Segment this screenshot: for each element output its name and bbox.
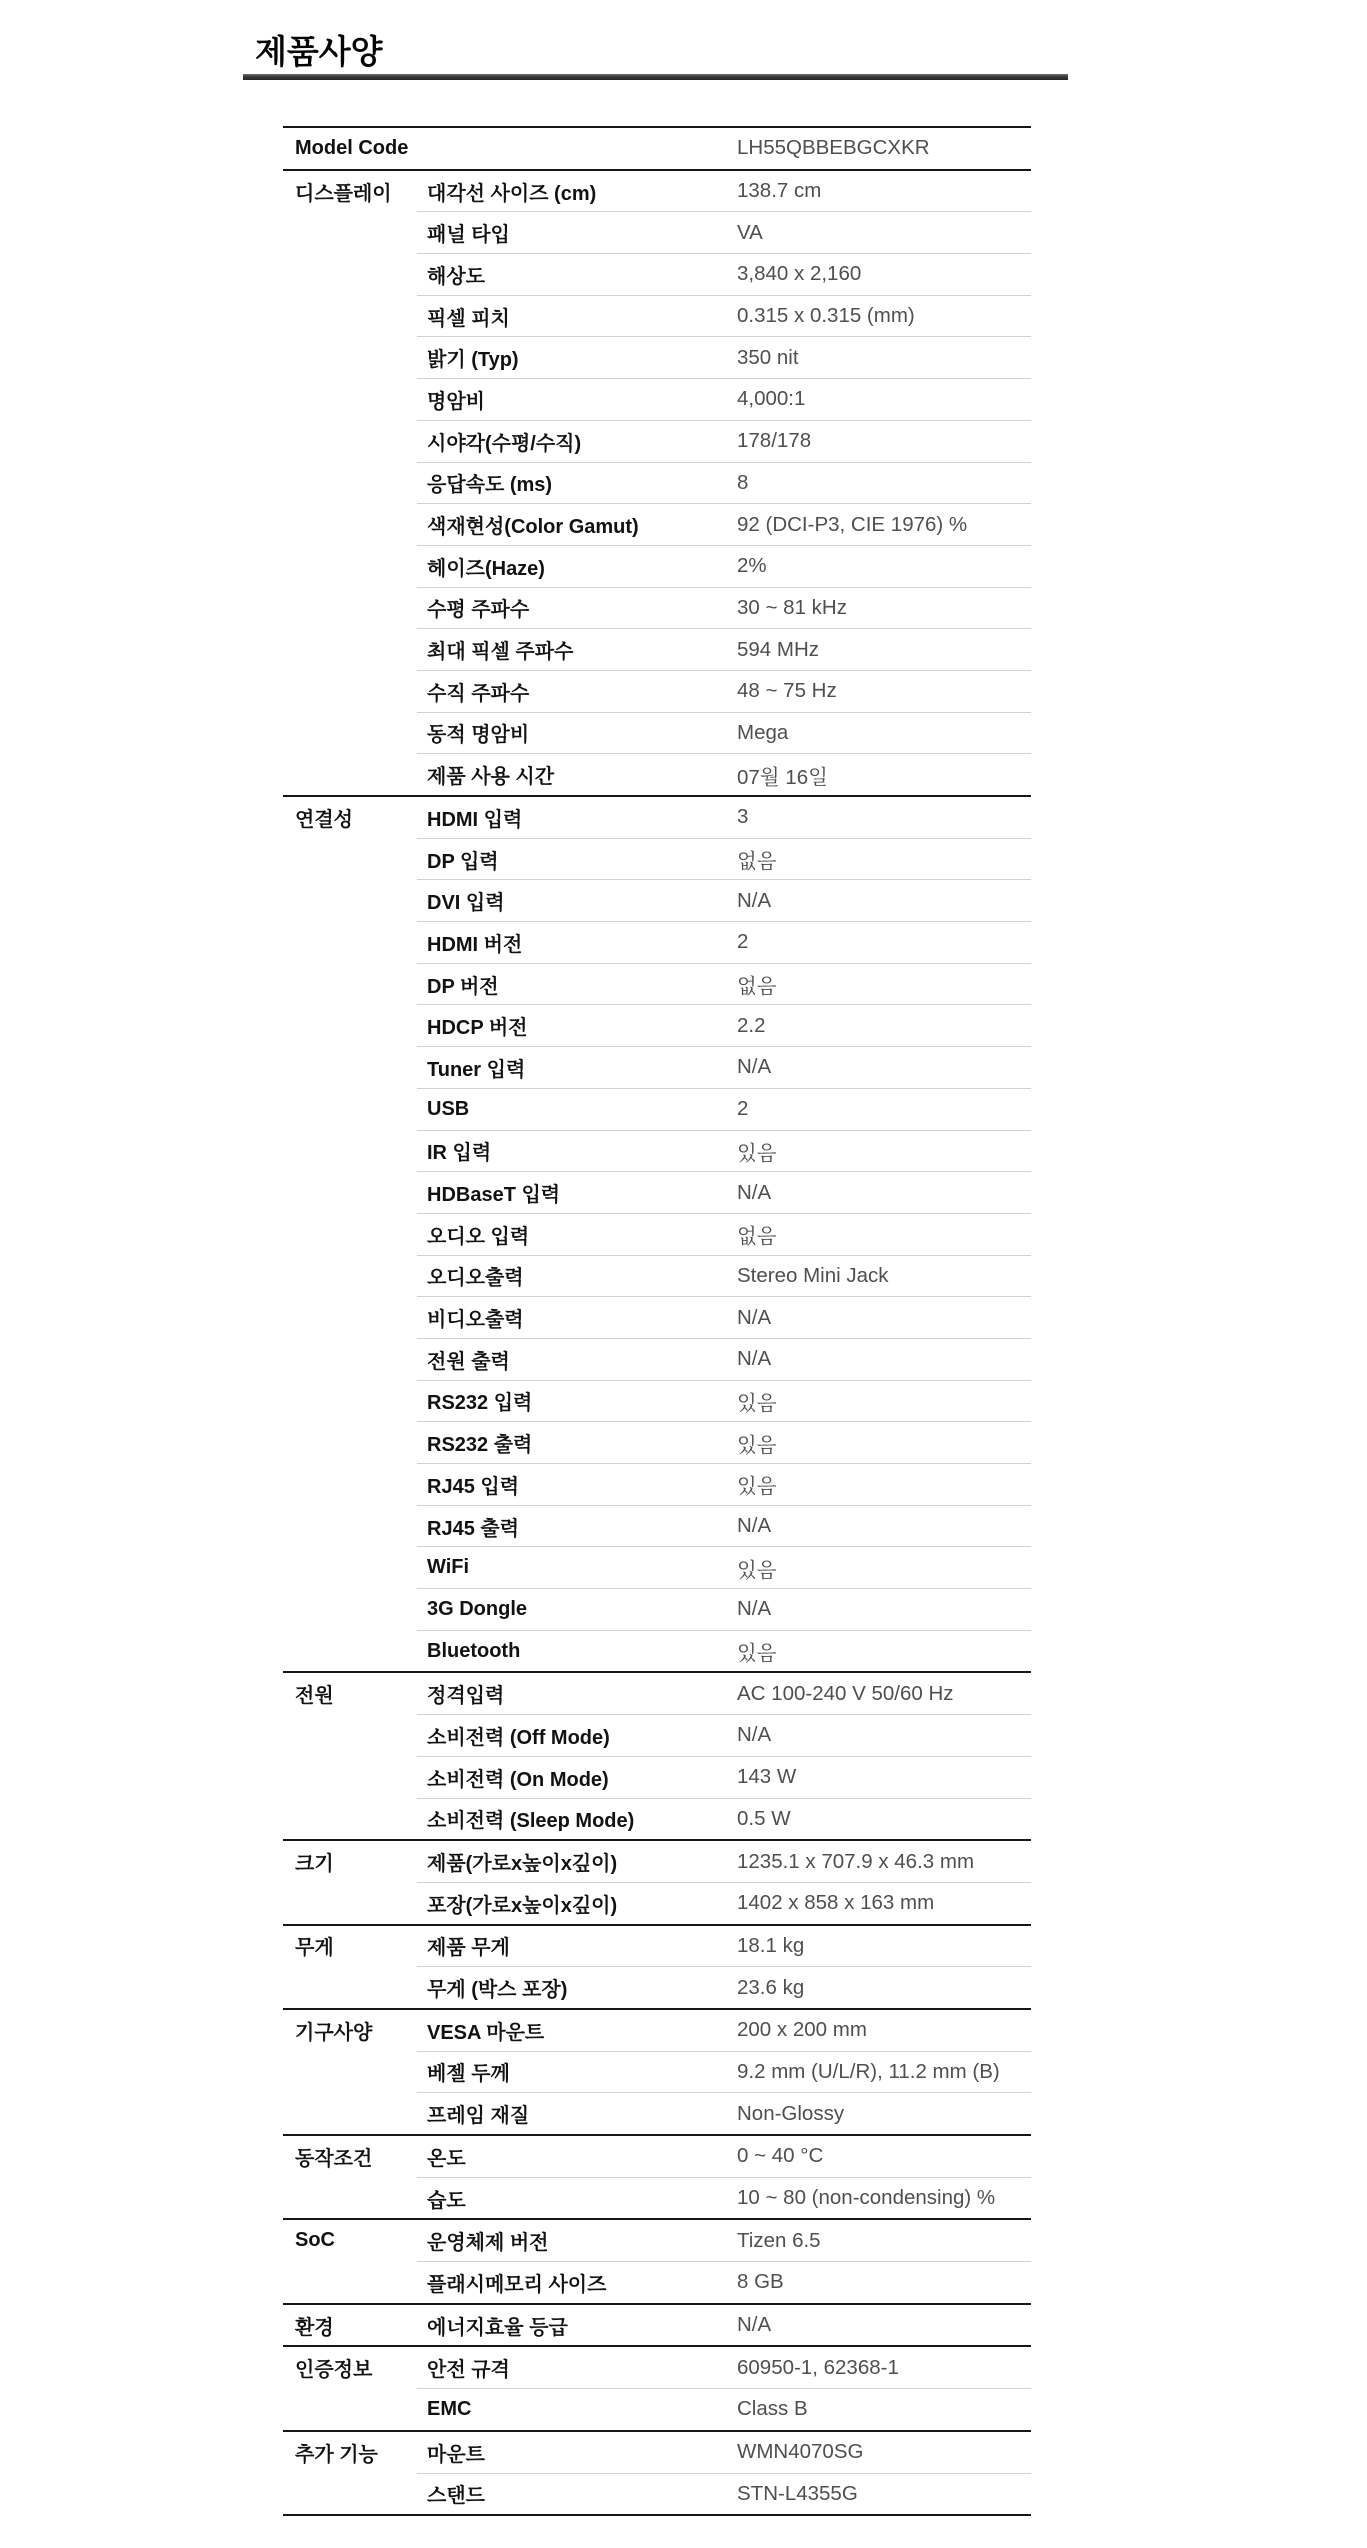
spec-row <box>417 1882 1031 1924</box>
spec-value: 0 ~ 40 °C <box>737 2144 824 2168</box>
spec-label: 오디오 입력 <box>427 1225 530 1248</box>
spec-row <box>417 712 1031 754</box>
section-category: 인증정보 <box>295 2359 373 2382</box>
spec-label: HDMI 버전 <box>427 933 523 956</box>
spec-row <box>417 2473 1031 2515</box>
spec-label: 안전 규격 <box>427 2359 510 2382</box>
spec-row <box>417 1338 1031 1380</box>
spec-value: 2.2 <box>737 1013 766 1037</box>
spec-row <box>417 797 1031 838</box>
section-category: 동작조건 <box>295 2147 373 2170</box>
spec-label: 마운트 <box>427 2443 485 2466</box>
spec-row <box>417 2136 1031 2177</box>
spec-value: 있음 <box>737 1558 777 1582</box>
spec-table <box>283 126 1031 2516</box>
spec-value: 200 x 200 mm <box>737 2018 867 2042</box>
spec-value: N/A <box>737 1723 772 1747</box>
section-category: 디스플레이 <box>295 182 392 205</box>
spec-section <box>283 1839 1031 1923</box>
spec-label: DP 버전 <box>427 975 499 998</box>
section-category: 추가 기능 <box>295 2443 378 2466</box>
spec-value: VA <box>737 220 763 244</box>
section-category-cell <box>283 128 417 169</box>
spec-label: 정격입력 <box>427 1685 505 1708</box>
section-rows <box>417 1926 1031 2008</box>
spec-value: 23.6 kg <box>737 1975 805 1999</box>
section-rows <box>417 171 1031 795</box>
spec-value: 있음 <box>737 1433 777 1457</box>
spec-row <box>417 2051 1031 2093</box>
spec-label: Bluetooth <box>427 1639 521 1662</box>
spec-label: 시야각(수평/수직) <box>427 432 582 455</box>
spec-label: 패널 타입 <box>427 224 510 247</box>
spec-value: 8 GB <box>737 2270 784 2294</box>
spec-row <box>417 1756 1031 1798</box>
spec-label: Tuner 입력 <box>427 1058 526 1081</box>
spec-label: EMC <box>427 2397 472 2420</box>
spec-section <box>283 795 1031 1671</box>
spec-value: 있음 <box>737 1642 777 1666</box>
spec-label: HDMI 입력 <box>427 808 523 831</box>
spec-value: N/A <box>737 1180 772 1204</box>
spec-section <box>283 2303 1031 2346</box>
spec-row <box>417 1213 1031 1255</box>
spec-row <box>417 2261 1031 2303</box>
spec-section <box>283 2134 1031 2218</box>
section-rows <box>417 2432 1031 2514</box>
spec-label: 제품 무게 <box>427 1937 510 1960</box>
spec-row <box>417 1463 1031 1505</box>
section-category: 전원 <box>295 1685 334 1708</box>
spec-label: 제품(가로x높이x깊이) <box>427 1853 618 1876</box>
spec-label: IR 입력 <box>427 1142 492 1165</box>
section-rows <box>417 2010 1031 2134</box>
spec-row <box>417 128 1031 169</box>
spec-value: 48 ~ 75 Hz <box>737 679 837 703</box>
section-rows <box>417 2305 1031 2346</box>
spec-section <box>283 128 1031 169</box>
spec-label: DVI 입력 <box>427 892 505 915</box>
spec-row <box>417 753 1031 795</box>
spec-label: 전원 출력 <box>427 1350 510 1373</box>
spec-value: Class B <box>737 2397 808 2421</box>
section-category: SoC <box>295 2229 335 2252</box>
spec-row <box>417 670 1031 712</box>
spec-value: 있음 <box>737 1141 777 1165</box>
spec-label: RJ45 입력 <box>427 1475 520 1498</box>
spec-value: N/A <box>737 1514 772 1538</box>
spec-label: RS232 입력 <box>427 1392 533 1415</box>
spec-label: 대각선 사이즈 (cm) <box>427 182 597 205</box>
spec-label: USB <box>427 1097 470 1120</box>
spec-section <box>283 2218 1031 2302</box>
spec-section <box>283 2345 1031 2429</box>
spec-value: 3,840 x 2,160 <box>737 262 862 286</box>
section-category-cell <box>283 1926 417 2008</box>
spec-value: 없음 <box>737 850 777 874</box>
spec-label: 습도 <box>427 2189 466 2212</box>
spec-value: N/A <box>737 1055 772 1079</box>
section-category: 크기 <box>295 1853 334 1876</box>
spec-value: Non-Glossy <box>737 2101 845 2125</box>
spec-value: Tizen 6.5 <box>737 2228 821 2252</box>
spec-row <box>417 1798 1031 1840</box>
spec-value: 2 <box>737 930 749 954</box>
spec-value: 10 ~ 80 (non-condensing) % <box>737 2186 996 2210</box>
spec-label: RS232 출력 <box>427 1434 533 1457</box>
spec-label: HDCP 버전 <box>427 1017 528 1040</box>
spec-row <box>417 1966 1031 2008</box>
section-category: 환경 <box>295 2316 334 2339</box>
spec-value: N/A <box>737 2313 772 2337</box>
section-category-cell <box>283 2010 417 2134</box>
spec-value: 있음 <box>737 1475 777 1499</box>
spec-row <box>417 503 1031 545</box>
spec-label: HDBaseT 입력 <box>427 1184 561 1207</box>
spec-section <box>283 2008 1031 2134</box>
spec-row <box>417 2177 1031 2219</box>
spec-value: STN-L4355G <box>737 2481 858 2505</box>
spec-row <box>417 587 1031 629</box>
spec-row <box>417 921 1031 963</box>
spec-label: 스탠드 <box>427 2485 485 2508</box>
spec-row <box>417 1380 1031 1422</box>
spec-label: WiFi <box>427 1556 470 1579</box>
spec-value: Mega <box>737 720 789 744</box>
spec-value: 92 (DCI-P3, CIE 1976) % <box>737 512 968 536</box>
spec-value: 178/178 <box>737 429 812 453</box>
section-rows <box>417 1673 1031 1839</box>
spec-row <box>417 2092 1031 2134</box>
spec-row <box>417 2347 1031 2388</box>
spec-value: LH55QBBEBGCXKR <box>737 136 930 160</box>
spec-row <box>417 1255 1031 1297</box>
spec-label: 오디오출력 <box>427 1267 524 1290</box>
spec-label: 무게 (박스 포장) <box>427 1979 568 2002</box>
section-category: 기구사양 <box>295 2021 373 2044</box>
spec-value: 없음 <box>737 975 777 999</box>
spec-value: 18.1 kg <box>737 1933 805 1957</box>
spec-value: N/A <box>737 888 772 912</box>
spec-row <box>417 838 1031 880</box>
spec-section <box>283 2430 1031 2514</box>
page-title: 제품사양 <box>255 33 383 70</box>
spec-row <box>417 378 1031 420</box>
spec-row <box>417 879 1031 921</box>
spec-label: RJ45 출력 <box>427 1517 520 1540</box>
spec-value: 3 <box>737 805 749 829</box>
spec-label: 운영체제 버전 <box>427 2232 549 2255</box>
title-underline <box>243 74 1068 80</box>
spec-row <box>417 2010 1031 2051</box>
spec-value: 8 <box>737 470 749 494</box>
spec-row <box>417 1088 1031 1130</box>
spec-row <box>417 171 1031 212</box>
spec-label: 에너지효율 등급 <box>427 2316 568 2339</box>
spec-value: N/A <box>737 1305 772 1329</box>
spec-row <box>417 1546 1031 1588</box>
spec-section <box>283 1924 1031 2008</box>
spec-value: 30 ~ 81 kHz <box>737 595 847 619</box>
spec-value: 0.315 x 0.315 (mm) <box>737 304 915 328</box>
spec-value: N/A <box>737 1347 772 1371</box>
section-category-cell <box>283 2432 417 2514</box>
section-category-cell <box>283 1841 417 1923</box>
page-header <box>243 33 1068 80</box>
spec-row <box>417 1171 1031 1213</box>
spec-value: 350 nit <box>737 345 799 369</box>
spec-value: 143 W <box>737 1765 797 1789</box>
spec-row <box>417 1421 1031 1463</box>
spec-row <box>417 1714 1031 1756</box>
section-category-cell <box>283 2347 417 2429</box>
spec-label: 포장(가로x높이x깊이) <box>427 1894 618 1917</box>
spec-row <box>417 295 1031 337</box>
spec-row <box>417 1130 1031 1172</box>
spec-label: DP 입력 <box>427 850 499 873</box>
spec-row <box>417 2432 1031 2473</box>
section-category: 연결성 <box>295 808 353 831</box>
spec-value: WMN4070SG <box>737 2440 864 2464</box>
spec-label: 색재현성(Color Gamut) <box>427 516 639 539</box>
spec-label: 프레임 재질 <box>427 2105 530 2128</box>
section-category-cell <box>283 171 417 795</box>
spec-label: 비디오출력 <box>427 1309 524 1332</box>
spec-row <box>417 253 1031 295</box>
spec-value: 1402 x 858 x 163 mm <box>737 1891 935 1915</box>
spec-row <box>417 1841 1031 1882</box>
spec-row <box>417 2220 1031 2261</box>
spec-label: 수직 주파수 <box>427 682 530 705</box>
section-rows <box>417 128 1031 169</box>
section-rows <box>417 2220 1031 2302</box>
spec-row <box>417 2388 1031 2430</box>
spec-value: 4,000:1 <box>737 387 806 411</box>
spec-row <box>417 420 1031 462</box>
spec-label: VESA 마운트 <box>427 2021 545 2044</box>
spec-label: 응답속도 (ms) <box>427 474 553 497</box>
spec-label: 밝기 (Typ) <box>427 349 519 372</box>
section-category-cell <box>283 797 417 1671</box>
spec-value: 60950-1, 62368-1 <box>737 2355 899 2379</box>
spec-label: 온도 <box>427 2147 466 2170</box>
spec-value: 없음 <box>737 1225 777 1249</box>
section-rows <box>417 2136 1031 2218</box>
spec-value: 2% <box>737 554 767 578</box>
spec-label: 해상도 <box>427 265 485 288</box>
spec-label: 수평 주파수 <box>427 599 530 622</box>
spec-row <box>417 963 1031 1005</box>
spec-row <box>417 211 1031 253</box>
spec-label: 소비전력 (Off Mode) <box>427 1726 610 1749</box>
section-category-cell <box>283 2305 417 2346</box>
spec-row <box>417 628 1031 670</box>
section-category-cell <box>283 1673 417 1839</box>
spec-row <box>417 1926 1031 1967</box>
spec-section <box>283 169 1031 795</box>
spec-label: 제품 사용 시간 <box>427 766 555 789</box>
spec-label: 베젤 두께 <box>427 2063 510 2086</box>
spec-value: N/A <box>737 1597 772 1621</box>
spec-value: 있음 <box>737 1391 777 1415</box>
spec-label: 소비전력 (Sleep Mode) <box>427 1810 635 1833</box>
spec-label: 3G Dongle <box>427 1597 528 1620</box>
spec-label: 명암비 <box>427 390 485 413</box>
spec-value: Stereo Mini Jack <box>737 1263 889 1287</box>
spec-label: 플래시메모리 사이즈 <box>427 2273 607 2296</box>
spec-label: 소비전력 (On Mode) <box>427 1768 609 1791</box>
spec-row <box>417 1296 1031 1338</box>
spec-value: 138.7 cm <box>737 179 822 203</box>
spec-row <box>417 1673 1031 1714</box>
section-rows <box>417 2347 1031 2429</box>
spec-label: 픽셀 피치 <box>427 307 510 330</box>
spec-section <box>283 1671 1031 1839</box>
spec-value: 1235.1 x 707.9 x 46.3 mm <box>737 1849 975 1873</box>
section-category: Model Code <box>295 136 409 159</box>
spec-value: 9.2 mm (U/L/R), 11.2 mm (B) <box>737 2059 1000 2083</box>
spec-value: AC 100-240 V 50/60 Hz <box>737 1681 954 1705</box>
spec-value: 0.5 W <box>737 1806 791 1830</box>
spec-value: 07월 16일 <box>737 765 828 789</box>
section-category-cell <box>283 2220 417 2302</box>
spec-value: 594 MHz <box>737 637 820 661</box>
spec-value: 2 <box>737 1097 749 1121</box>
spec-label: 최대 픽셀 주파수 <box>427 641 574 664</box>
spec-row <box>417 2305 1031 2346</box>
section-rows <box>417 797 1031 1671</box>
spec-row <box>417 1588 1031 1630</box>
section-category: 무게 <box>295 1937 334 1960</box>
spec-row <box>417 1505 1031 1547</box>
spec-row <box>417 336 1031 378</box>
spec-row <box>417 545 1031 587</box>
spec-row <box>417 1004 1031 1046</box>
spec-row <box>417 1046 1031 1088</box>
spec-label: 동적 명암비 <box>427 724 530 747</box>
spec-row <box>417 1630 1031 1672</box>
spec-label: 헤이즈(Haze) <box>427 557 545 580</box>
section-rows <box>417 1841 1031 1923</box>
spec-row <box>417 462 1031 504</box>
section-category-cell <box>283 2136 417 2218</box>
